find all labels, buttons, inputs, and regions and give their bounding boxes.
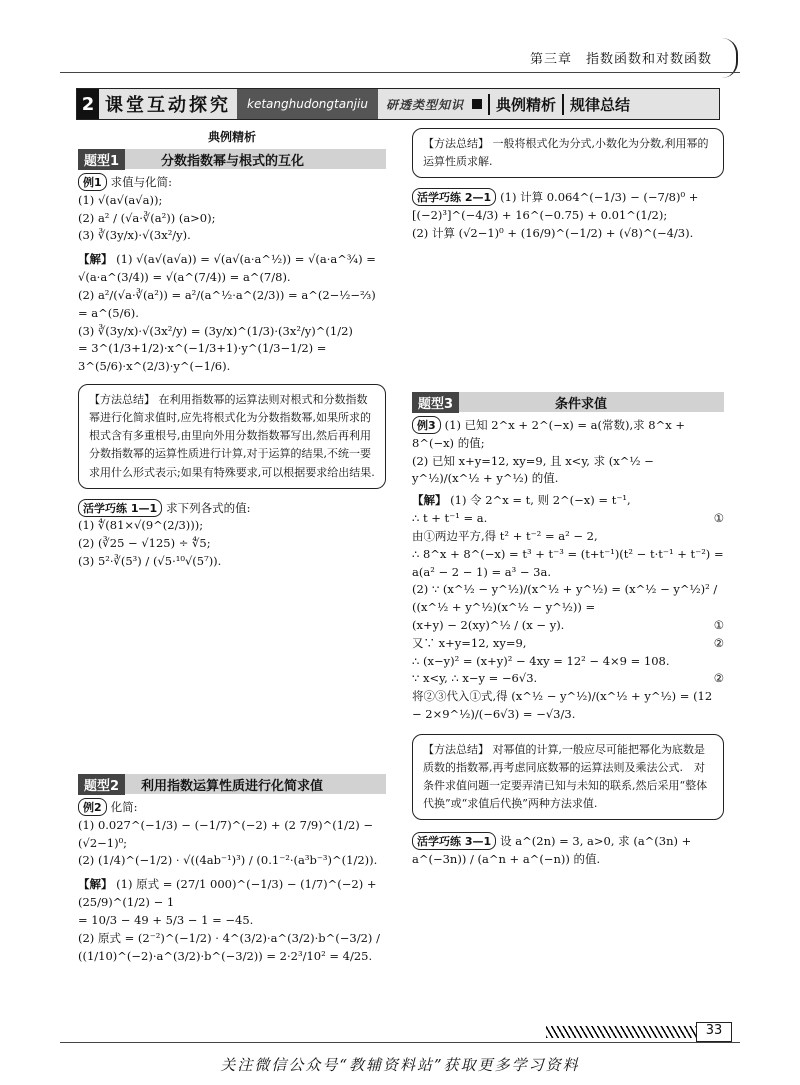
section-heading: 典例精析 xyxy=(207,130,256,144)
practice-3-1 xyxy=(412,832,724,869)
ex1-line: (1) √(a√(a√a)) = √(a√(a·a^½)) = √(a·a^¾) = √(a·a^(3/4)) = √(a^(7/4)) = a^(7/8). xyxy=(78,252,376,285)
ex1-line: (2) a² / (√a·∛(a²)) (a>0); xyxy=(78,210,216,225)
eq-mark: ① xyxy=(713,511,724,526)
ex1-line: (1) √(a√(a√a)); xyxy=(78,192,163,207)
example-3-chip: 例3 xyxy=(412,416,441,434)
example-3 xyxy=(412,416,724,724)
ex2-line: (1) 0.027^(−1/3) − (−1/7)^(−2) + (2 7/9)^(1/2) − (√2−1)⁰; xyxy=(78,817,374,850)
ex3-line: ∴ (x−y)² = (x+y)² − 4xy = 12² − 4×9 = 108. xyxy=(412,653,670,668)
ex3-solution-label: 【解】 xyxy=(412,493,447,508)
type1-label: 题型1 xyxy=(78,149,125,170)
banner-pinyin: ketanghudongtanjiu xyxy=(237,89,378,119)
ex3-line: (x+y) − 2(xy)^½ / (x − y). xyxy=(412,617,565,632)
type1-title: 分数指数幂与根式的互化 xyxy=(161,153,305,169)
type1-bar xyxy=(78,149,386,169)
ex2-line: (2) 原式 = (2⁻²)^(−1/2) · 4^(3/2)·a^(3/2)·b^(−3/2) / ((1/10)^(−2)·a^(3/2)·b^(−3/2)) = 2·2³/10² = 4/25. xyxy=(78,930,380,963)
ex3-line: (2) 已知 x+y=12, xy=9, 且 x<y, 求 (x^½ − y^½)/(x^½ + y^½) 的值. xyxy=(412,453,654,486)
ex3-line: ∵ x<y, ∴ x−y = −6√3. xyxy=(412,671,538,686)
ex2-line: (1) 原式 = (27/1 000)^(−1/3) − (1/7)^(−2) + (25/9)^(1/2) − 1 xyxy=(78,877,377,910)
type3-label: 题型3 xyxy=(412,392,459,413)
eq-mark: ② xyxy=(713,635,724,650)
banner-subtitle: 研透类型知识 xyxy=(385,97,464,112)
type2-title: 利用指数运算性质进行化简求值 xyxy=(141,778,324,794)
example-2-chip: 例2 xyxy=(78,798,107,816)
ex3-line: (2) ∵ (x^½ − y^½)/(x^½ + y^½) = (x^½ − y^½)² / ((x^½ + y^½)(x^½ − y^½)) = xyxy=(412,582,718,615)
example-2 xyxy=(78,798,386,965)
left-column xyxy=(78,128,386,571)
ex2-line: (2) (1/4)^(−1/2) · √((4ab⁻¹)³) / (0.1⁻²·(a³b⁻³)^(1/2)). xyxy=(78,853,378,868)
ex1-line: (2) a²/(√a·∛(a²)) = a²/(a^½·a^(2/3)) = a^(2−½−⅔) = a^(5/6). xyxy=(78,287,376,320)
type3-bar xyxy=(412,392,724,412)
ex1-line: = 3^(1/3+1/2)·x^(−1/3+1)·y^(1/3−1/2) = 3^(5/6)·x^(2/3)·y^(−1/6). xyxy=(78,341,327,374)
method-summary-box-0: 【方法总结】 一般将根式化为分式,小数化为分数,利用幂的运算性质求解. xyxy=(412,128,724,178)
banner-number: 2 xyxy=(77,89,99,119)
ex3-line: a(a² − 2 − 1) = a³ − 3a. xyxy=(412,564,552,579)
practice-3-1-chip: 活学巧练 3—1 xyxy=(412,832,496,850)
left-column-lower xyxy=(78,774,386,965)
type2-bar xyxy=(78,774,386,794)
footer-rule xyxy=(60,1042,740,1043)
ex1-solution-label: 【解】 xyxy=(78,252,113,267)
ex1-line: (3) ∛(3y/x)·√(3x²/y) = (3y/x)^(1/3)·(3x²/y)^(1/2) xyxy=(78,323,353,338)
type2-label: 题型2 xyxy=(78,774,125,795)
method-summary-box-1: 【方法总结】 在利用指数幂的运算法则对根式和分数指数幂进行化简求值时,应先将根式化为分数指数幂,如果所求的根式含有多重根号,由里向外用分数指数幂写出,然后再利用分数指数幂的运算性质进行计算,对于运算的结果,不统一要求用什么形式表示;如果有特殊要求,可以根据要求给出结果. xyxy=(78,384,386,489)
ex2-solution-label: 【解】 xyxy=(78,877,113,892)
ex3-line: ∴ 8^x + 8^(−x) = t³ + t⁻³ = (t+t⁻¹)(t² − t·t⁻¹ + t⁻²) = xyxy=(412,546,724,561)
chapter-header: 第三章 指数函数和对数函数 xyxy=(529,52,712,67)
example-1 xyxy=(78,173,386,376)
practice-2-1-chip: 活学巧练 2—1 xyxy=(412,188,496,206)
ex3-line: (1) 已知 2^x + 2^(−x) = a(常数),求 8^x + 8^(−x) 的值; xyxy=(412,418,686,450)
practice-1-1-chip: 活学巧练 1—1 xyxy=(78,499,162,517)
page-number: 33 xyxy=(696,1022,732,1042)
ex3-line: ∴ t + t⁻¹ = a. xyxy=(412,511,488,526)
practice-2-1 xyxy=(412,188,724,242)
practice-line: 求下列各式的值: xyxy=(166,500,251,515)
practice-line: (2) (∛25 − √125) ÷ ∜5; xyxy=(78,536,211,551)
ex3-line: (1) 令 2^x = t, 则 2^(−x) = t⁻¹, xyxy=(450,493,631,508)
practice-line: 设 a^(2n) = 3, a>0, 求 (a^(3n) + a^(−3n)) / (a^n + a^(−n)) 的值. xyxy=(412,834,692,867)
right-column xyxy=(412,128,724,243)
ex1-line: 求值与化简: xyxy=(110,175,173,189)
banner-tag-summary: 规律总结 xyxy=(562,94,636,115)
footer-note: 关注微信公众号“教辅资料站”获取更多学习资料 xyxy=(220,1056,580,1074)
practice-line: [(−2)³]^(−4/3) + 16^(−0.75) + 0.01^(1/2); xyxy=(412,208,668,223)
practice-1-1 xyxy=(78,499,386,571)
right-column-lower xyxy=(412,392,724,869)
practice-line: (2) 计算 (√2−1)⁰ + (16/9)^(−1/2) + (√8)^(−4/3). xyxy=(412,225,694,240)
header-rule xyxy=(60,72,740,73)
section-banner xyxy=(76,88,720,120)
type3-title: 条件求值 xyxy=(555,396,608,412)
banner-tag-examples: 典例精析 xyxy=(488,94,562,115)
banner-square-icon xyxy=(472,99,482,109)
method-summary-box-3: 【方法总结】 对幂值的计算,一般应尽可能把幂化为底数是质数的指数幂,再考虑同底数幂的运算法则及乘法公式. 对条件求值问题一定要弄清已知与未知的联系,然后采用“整体代换”或“求值后代换”两种方法求值. xyxy=(412,734,724,821)
eq-mark: ② xyxy=(713,671,724,686)
ex3-line: 又∵ x+y=12, xy=9, xyxy=(412,635,527,650)
ex2-line: = 10/3 − 49 + 5/3 − 1 = −45. xyxy=(78,912,254,927)
footer-hatch xyxy=(546,1026,696,1038)
example-1-chip: 例1 xyxy=(78,173,107,191)
ex3-line: 由①两边平方,得 t² + t⁻² = a² − 2, xyxy=(412,528,598,543)
ex3-line: 将②③代入①式,得 (x^½ − y^½)/(x^½ + y^½) = (12 − 2×9^½)/(−6√3) = −√3/3. xyxy=(412,689,713,721)
practice-line: (3) 5²·∛(5³) / (√5·¹⁰√(5⁷)). xyxy=(78,554,222,569)
eq-mark: ① xyxy=(713,617,724,632)
ex1-line: (3) ∛(3y/x)·√(3x²/y). xyxy=(78,228,191,243)
banner-title: 课堂互动探究 xyxy=(105,95,231,116)
practice-line: (1) ∜(81×√(9^(2/3))); xyxy=(78,518,204,533)
practice-line: (1) 计算 0.064^(−1/3) − (−7/8)⁰ + xyxy=(500,190,699,205)
ex2-line: 化简: xyxy=(110,800,138,814)
